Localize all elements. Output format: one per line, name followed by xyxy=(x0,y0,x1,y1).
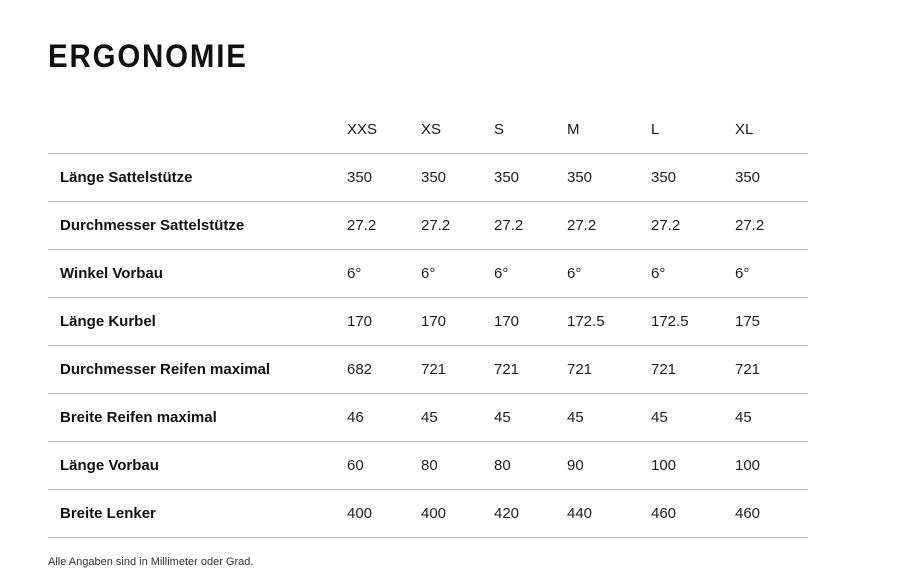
table-row-stem-length xyxy=(48,441,808,489)
table-cell: 27.2 xyxy=(494,201,567,249)
table-cell: 45 xyxy=(735,393,808,441)
table-cell: 80 xyxy=(494,441,567,489)
table-cell: 100 xyxy=(735,441,808,489)
table-cell: 175 xyxy=(735,297,808,345)
size-header-xxs: XXS xyxy=(347,106,421,153)
table-cell: 45 xyxy=(567,393,651,441)
table-cell: 172.5 xyxy=(651,297,735,345)
table-cell: 721 xyxy=(421,345,494,393)
table-row-handlebar-width xyxy=(48,489,808,537)
header-empty-cell xyxy=(48,106,347,153)
row-label: Breite Reifen maximal xyxy=(48,393,347,441)
table-cell: 46 xyxy=(347,393,421,441)
table-cell: 27.2 xyxy=(735,201,808,249)
size-header-xs: XS xyxy=(421,106,494,153)
table-cell: 170 xyxy=(421,297,494,345)
size-header-xl: XL xyxy=(735,106,808,153)
table-cell: 682 xyxy=(347,345,421,393)
table-row-stem-angle xyxy=(48,249,808,297)
table-cell: 350 xyxy=(421,153,494,201)
table-cell: 400 xyxy=(421,489,494,537)
table-cell: 45 xyxy=(494,393,567,441)
table-cell: 27.2 xyxy=(567,201,651,249)
table-cell: 400 xyxy=(347,489,421,537)
table-cell: 721 xyxy=(494,345,567,393)
table-cell: 60 xyxy=(347,441,421,489)
table-cell: 6° xyxy=(421,249,494,297)
table-row-max-tire-diameter xyxy=(48,345,808,393)
table-cell: 27.2 xyxy=(347,201,421,249)
table-cell: 721 xyxy=(735,345,808,393)
table-cell: 45 xyxy=(421,393,494,441)
row-label: Länge Sattelstütze xyxy=(48,153,347,201)
size-header-m: M xyxy=(567,106,651,153)
table-row-crank-length xyxy=(48,297,808,345)
table-cell: 350 xyxy=(347,153,421,201)
table-cell: 80 xyxy=(421,441,494,489)
size-header-s: S xyxy=(494,106,567,153)
table-cell: 45 xyxy=(651,393,735,441)
table-cell: 6° xyxy=(567,249,651,297)
table-cell: 350 xyxy=(651,153,735,201)
row-label: Länge Kurbel xyxy=(48,297,347,345)
table-cell: 721 xyxy=(567,345,651,393)
table-cell: 172.5 xyxy=(567,297,651,345)
row-label: Winkel Vorbau xyxy=(48,249,347,297)
table-cell: 350 xyxy=(567,153,651,201)
table-row-seatpost-diameter xyxy=(48,201,808,249)
row-label: Breite Lenker xyxy=(48,489,347,537)
ergonomics-table xyxy=(48,106,808,538)
table-cell: 170 xyxy=(347,297,421,345)
table-cell: 6° xyxy=(651,249,735,297)
table-cell: 350 xyxy=(494,153,567,201)
size-header-l: L xyxy=(651,106,735,153)
table-cell: 90 xyxy=(567,441,651,489)
row-label: Durchmesser Sattelstütze xyxy=(48,201,347,249)
table-cell: 460 xyxy=(735,489,808,537)
table-cell: 6° xyxy=(347,249,421,297)
table-row-max-tire-width xyxy=(48,393,808,441)
table-cell: 27.2 xyxy=(651,201,735,249)
table-cell: 721 xyxy=(651,345,735,393)
table-cell: 170 xyxy=(494,297,567,345)
table-cell: 6° xyxy=(494,249,567,297)
table-cell: 27.2 xyxy=(421,201,494,249)
row-label: Durchmesser Reifen maximal xyxy=(48,345,347,393)
table-row-seatpost-length xyxy=(48,153,808,201)
footnote: Alle Angaben sind in Millimeter oder Grad. xyxy=(48,556,254,568)
row-label: Länge Vorbau xyxy=(48,441,347,489)
table-header-row xyxy=(48,106,808,153)
table-cell: 440 xyxy=(567,489,651,537)
table-cell: 460 xyxy=(651,489,735,537)
table-cell: 6° xyxy=(735,249,808,297)
table-cell: 100 xyxy=(651,441,735,489)
table-cell: 420 xyxy=(494,489,567,537)
section-title: ERGONOMIE xyxy=(48,38,248,74)
table-cell: 350 xyxy=(735,153,808,201)
